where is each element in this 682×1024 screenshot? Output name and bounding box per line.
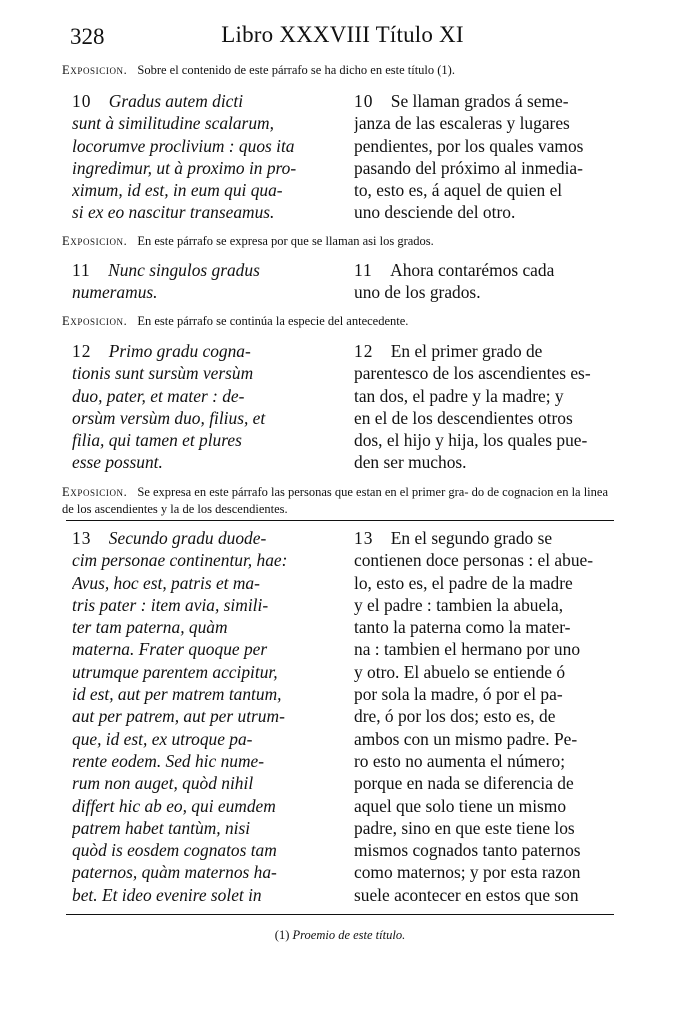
text-line: porque en nada se diferencia de — [354, 773, 574, 794]
text-line: paternos, quàm maternos ha- — [72, 862, 277, 883]
latin-paragraph — [72, 340, 334, 474]
text-line: differt hic ab eo, qui eumdem — [72, 795, 276, 816]
line-text: Se llaman grados á seme- — [390, 91, 569, 111]
exposicion-text: Se expresa en este párrafo las personas que estan en el primer gra- do de cognacion en la linea de los ascendientes y la de los descendientes. — [62, 485, 609, 516]
text-line: aquel que solo tiene un mismo — [354, 795, 567, 816]
running-head — [70, 20, 615, 54]
line-text: Gradus autem dicti — [108, 91, 244, 111]
text-line: tan dos, el padre y la madre; y — [354, 385, 564, 406]
text-line: patrem habet tantùm, nisi — [72, 817, 251, 838]
footnote-marker: (1) — [274, 928, 290, 942]
paragraph-number: 13 — [72, 528, 92, 548]
page-title: Libro XXXVIII Título XI — [221, 22, 464, 47]
text-line — [72, 340, 334, 362]
latin-paragraph — [72, 259, 334, 304]
footnote — [66, 928, 614, 943]
spanish-paragraph — [354, 340, 614, 474]
text-line: tanto la paterna como la mater- — [354, 617, 571, 638]
text-line: suele acontecer en estos que son — [354, 884, 579, 905]
text-line: padre, sino en que este tiene los — [354, 817, 575, 838]
line-text: En el primer grado de — [390, 341, 543, 361]
text-line — [72, 259, 334, 281]
text-line: contienen doce personas : el abue- — [354, 550, 594, 571]
spanish-paragraph — [354, 259, 614, 304]
text-line: rum non auget, quòd nihil — [72, 773, 254, 794]
spanish-paragraph — [354, 527, 614, 906]
exposicion-label: Exposicion. — [62, 63, 128, 77]
exposicion-note — [62, 233, 622, 250]
text-line: pendientes, por los quales vamos — [354, 135, 584, 156]
latin-paragraph — [72, 527, 334, 906]
paragraph-number: 11 — [354, 260, 373, 280]
text-line: duo, pater, et mater : de- — [72, 385, 245, 406]
latin-paragraph — [72, 90, 334, 224]
text-line: materna. Frater quoque per — [72, 639, 268, 660]
exposicion-text: En este párrafo se expresa por que se llaman asi los grados. — [137, 234, 434, 248]
text-line: que, id est, ex utroque pa- — [72, 728, 253, 749]
text-line: parentesco de los ascendientes es- — [354, 363, 591, 384]
line-text: Primo gradu cogna- — [108, 341, 251, 361]
line-text: Ahora contarémos cada — [390, 260, 555, 280]
text-line: na : tambien el hermano por uno — [354, 639, 581, 660]
text-line: dre, ó por los dos; esto es, de — [354, 706, 556, 727]
paragraph-number: 11 — [72, 260, 91, 280]
exposicion-note — [62, 484, 622, 518]
text-line: filia, qui tamen et plures — [72, 430, 242, 451]
text-line: mismos cognados tanto paternos — [354, 840, 581, 861]
text-line: ximum, id est, in eum qui qua- — [72, 180, 283, 201]
text-line: lo, esto es, el padre de la madre — [354, 572, 573, 593]
text-line: uno desciende del otro. — [354, 202, 516, 223]
footnote-text: Proemio de este título. — [292, 928, 406, 942]
exposicion-note — [62, 313, 622, 330]
text-line: id est, aut per matrem tantum, — [72, 684, 282, 705]
text-line: esse possunt. — [72, 452, 163, 473]
text-line: por sola la madre, ó por el pa- — [354, 684, 563, 705]
paragraph-number: 12 — [354, 341, 374, 361]
text-line: rente eodem. Sed hic nume- — [72, 750, 265, 771]
text-line: tris pater : item avia, simili- — [72, 594, 269, 615]
line-text: Secundo gradu duode- — [108, 528, 267, 548]
line-text: En el segundo grado se — [390, 528, 553, 548]
text-line: si ex eo nascitur transeamus. — [72, 202, 275, 223]
text-line — [72, 90, 334, 112]
exposicion-label: Exposicion. — [62, 234, 128, 248]
text-line: y el padre : tambien la abuela, — [354, 594, 564, 615]
paragraph-number: 13 — [354, 528, 374, 548]
paragraph-number: 10 — [354, 91, 374, 111]
text-line: den ser muchos. — [354, 452, 467, 473]
page-number: 328 — [70, 24, 105, 49]
text-line: numeramus. — [72, 282, 158, 303]
text-line: janza de las escaleras y lugares — [354, 113, 570, 134]
text-line: ingredimur, ut à proximo in pro- — [72, 157, 297, 178]
text-line: utrumque parentem accipitur, — [72, 661, 278, 682]
text-line: bet. Et ideo evenire solet in — [72, 884, 262, 905]
exposicion-label: Exposicion. — [62, 314, 128, 328]
text-line: Avus, hoc est, patris et ma- — [72, 572, 260, 593]
text-line — [72, 527, 334, 549]
text-line: ro esto no aumenta el número; — [354, 750, 566, 771]
exposicion-text: Sobre el contenido de este párrafo se ha dicho en este título (1). — [137, 63, 455, 77]
text-line: en el de los descendientes otros — [354, 407, 573, 428]
text-line: dos, el hijo y hija, los quales pue- — [354, 430, 588, 451]
text-line: ter tam paterna, quàm — [72, 617, 228, 638]
exposicion-text: En este párrafo se continúa la especie del antecedente. — [137, 314, 409, 328]
paragraph-number: 12 — [72, 341, 92, 361]
text-line: tionis sunt sursùm versùm — [72, 363, 254, 384]
text-line: to, esto es, á aquel de quien el — [354, 180, 563, 201]
text-line — [354, 527, 614, 549]
text-line: cim personae continentur, hae: — [72, 550, 288, 571]
text-line: pasando del próximo al inmedia- — [354, 157, 583, 178]
paragraph-number: 10 — [72, 91, 92, 111]
line-text: Nunc singulos gradus — [108, 260, 260, 280]
section-divider — [66, 520, 614, 521]
text-line: como maternos; y por esta razon — [354, 862, 581, 883]
text-line: locorumve proclivium : quos ita — [72, 135, 295, 156]
text-line — [354, 259, 614, 281]
spanish-paragraph — [354, 90, 614, 224]
text-line: aut per patrem, aut per utrum- — [72, 706, 285, 727]
exposicion-label: Exposicion. — [62, 485, 128, 499]
text-line — [354, 90, 614, 112]
text-line: orsùm versùm duo, filius, et — [72, 407, 266, 428]
text-line — [354, 340, 614, 362]
footnote-divider — [66, 914, 614, 915]
text-line: quòd is eosdem cognatos tam — [72, 840, 277, 861]
text-line: ambos con un mismo padre. Pe- — [354, 728, 578, 749]
exposicion-note — [62, 62, 622, 79]
text-line: sunt à similitudine scalarum, — [72, 113, 274, 134]
text-line: y otro. El abuelo se entiende ó — [354, 661, 566, 682]
text-line: uno de los grados. — [354, 282, 481, 303]
